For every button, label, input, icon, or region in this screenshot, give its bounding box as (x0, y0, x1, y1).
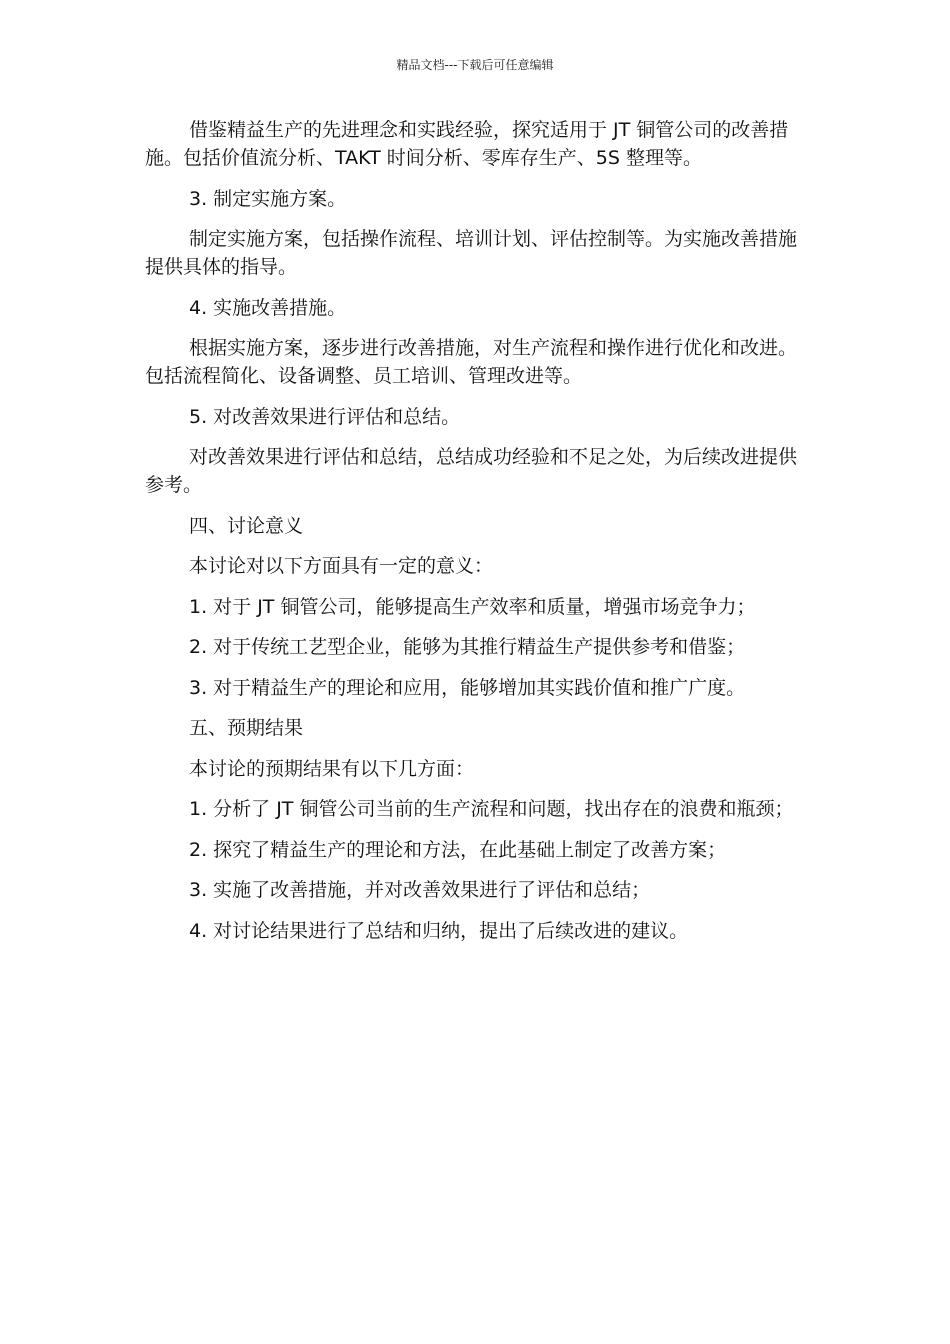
page-header: 精品文档---下载后可任意编辑 (396, 58, 554, 72)
item-3-heading: 3. 制定实施方案。 (189, 187, 347, 210)
list-item-expected-1: 1. 分析了 JT 铜管公司当前的生产流程和问题，找出存在的浪费和瓶颈； (189, 798, 794, 820)
section-heading-significance: 四、讨论意义 (189, 514, 304, 537)
list-item-significance-1: 1. 对于 JT 铜管公司，能够提高生产效率和质量，增强市场竞争力； (189, 595, 756, 618)
item-4-heading: 4. 实施改善措施。 (189, 296, 347, 319)
paragraph-implement-measures: 根据实施方案，逐步进行改善措施，对生产流程和操作进行优化和改进。包括流程简化、设备调整、员工培训、管理改进等。 (145, 337, 798, 387)
list-item-significance-2: 2. 对于传统工艺型企业，能够为其推行精益生产提供参考和借鉴； (189, 636, 746, 658)
item-5-heading: 5. 对改善效果进行评估和总结。 (189, 405, 461, 428)
paragraph-lean-measures: 借鉴精益生产的先进理念和实践经验，探究适用于 JT 铜管公司的改善措施。包括价值流分析、TAKT 时间分析、零库存生产、5S 整理等。 (145, 119, 789, 169)
list-item-significance-3: 3. 对于精益生产的理论和应用，能够增加其实践价值和推广广度。 (189, 676, 746, 699)
document-body (145, 116, 805, 957)
list-item-expected-4: 4. 对讨论结果进行了总结和归纳，提出了后续改进的建议。 (189, 919, 689, 942)
section-heading-expected-results: 五、预期结果 (189, 717, 304, 739)
paragraph-implementation-plan: 制定实施方案，包括操作流程、培训计划、评估控制等。为实施改善措施提供具体的指导。 (145, 228, 798, 278)
paragraph-expected-intro: 本讨论的预期结果有以下几方面： (189, 757, 475, 780)
list-item-expected-3: 3. 实施了改善措施，并对改善效果进行了评估和总结； (189, 879, 651, 901)
list-item-expected-2: 2. 探究了精益生产的理论和方法，在此基础上制定了改善方案； (189, 838, 727, 861)
paragraph-evaluation: 对改善效果进行评估和总结，总结成功经验和不足之处，为后续改进提供参考。 (145, 446, 798, 496)
paragraph-significance-intro: 本讨论对以下方面具有一定的意义： (189, 555, 494, 577)
